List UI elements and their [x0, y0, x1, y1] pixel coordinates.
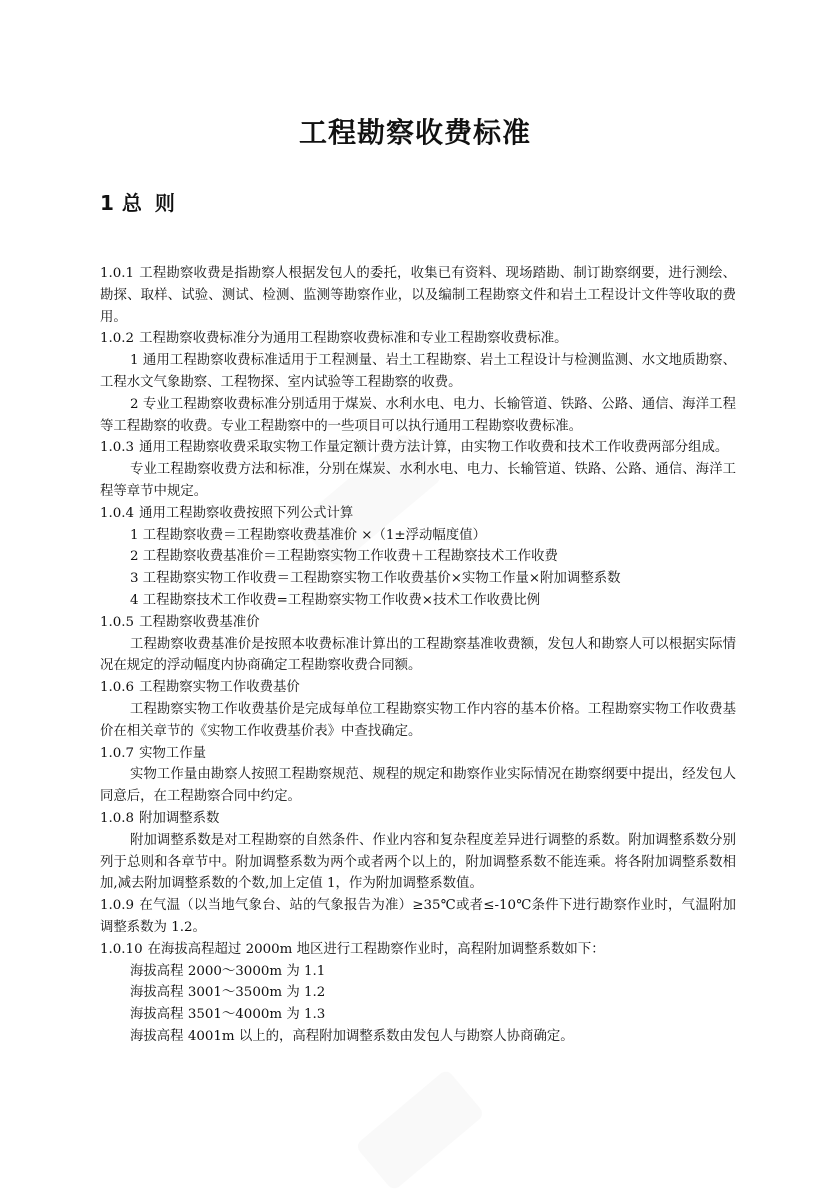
section-number: 1.0.10: [100, 941, 143, 957]
list-item: 海拔高程 3001～3500m 为 1.2: [130, 985, 326, 1001]
section-text: 通用工程勘察收费采取实物工作量定额计费方法计算，由实物工作收费和技术工作收费两部分组成。: [139, 440, 729, 456]
section-number: 1.0.7: [100, 745, 135, 761]
chapter-number: 1: [100, 191, 114, 215]
section-paragraph: [100, 437, 736, 459]
list-item: 3 工程勘察实物工作收费＝工程勘察实物工作收费基价×实物工作量×附加调整系数: [130, 571, 621, 587]
list-item: 海拔高程 2000～3000m 为 1.1: [130, 963, 326, 979]
body-paragraph: 附加调整系数是对工程勘察的自然条件、作业内容和复杂程度差异进行调整的系数。附加调整系数分别列于总则和各章节中。附加调整系数为两个或者两个以上的，附加调整系数不能连乘。将各附加调整系数相加,减去附加调整系数的个数,加上定值 1，作为附加调整系数值。: [100, 832, 736, 892]
chapter-name: 总 则: [121, 191, 175, 215]
section-paragraph: [100, 503, 736, 525]
list-item: 2 工程勘察收费基准价＝工程勘察实物工作收费＋工程勘察技术工作收费: [130, 549, 558, 565]
section-text: 在海拔高程超过 2000m 地区进行工程勘察作业时，高程附加调整系数如下：: [147, 941, 605, 957]
section-number: 1.0.5: [100, 614, 135, 630]
section-paragraph: [100, 808, 736, 830]
section-text: 工程勘察收费是指勘察人根据发包人的委托，收集已有资料、现场踏勘、制订勘察纲要，进行测绘、勘探、取样、试验、测试、检测、监测等勘察作业，以及编制工程勘察文件和岩土工程设计文件等收取的费用。: [100, 266, 736, 325]
section-number: 1.0.4: [100, 505, 135, 521]
section-number: 1.0.8: [100, 810, 135, 826]
section-number: 1.0.6: [100, 680, 135, 696]
list-item: 海拔高程 3501～4000m 为 1.3: [130, 1007, 326, 1023]
body-paragraph: 实物工作量由勘察人按照工程勘察规范、规程的规定和勘察作业实际情况在勘察纲要中提出，经发包人同意后，在工程勘察合同中约定。: [100, 767, 736, 805]
body-paragraph: 工程勘察收费基准价是按照本收费标准计算出的工程勘察基准收费额，发包人和勘察人可以根据实际情况在规定的浮动幅度内协商确定工程勘察收费合同额。: [100, 636, 736, 674]
document-body: [100, 263, 736, 1048]
section-paragraph: [100, 677, 736, 699]
section-number: 1.0.9: [100, 898, 135, 914]
section-paragraph: [100, 612, 736, 634]
section-text: 附加调整系数: [139, 810, 220, 826]
section-number: 1.0.1: [100, 266, 135, 281]
body-paragraph: 1 通用工程勘察收费标准适用于工程测量、岩土工程勘察、岩土工程设计与检测监测、水文地质勘察、工程水文气象勘察、工程物探、室内试验等工程勘察的收费。: [100, 353, 736, 390]
watermark-logo: [355, 1068, 485, 1191]
list-item: 1 工程勘察收费＝工程勘察收费基准价 ×（1±浮动幅度值）: [130, 527, 486, 543]
document-title: 工程勘察收费标准: [298, 116, 531, 149]
section-paragraph: [100, 743, 736, 765]
section-text: 在气温（以当地气象台、站的气象报告为准）≥35℃或者≤-10℃条件下进行勘察作业时，气温附加调整系数为 1.2。: [100, 898, 736, 935]
body-paragraph: 2 专业工程勘察收费标准分别适用于煤炭、水利水电、电力、长输管道、铁路、公路、通信、海洋工程等工程勘察的收费。专业工程勘察中的一些项目可以执行通用工程勘察收费标准。: [100, 396, 736, 434]
section-text: 工程勘察收费标准分为通用工程勘察收费标准和专业工程勘察收费标准。: [139, 331, 568, 347]
section-paragraph: [100, 328, 736, 350]
section-paragraph: [100, 895, 736, 939]
section-text: 工程勘察收费基准价: [139, 614, 260, 630]
section-text: 实物工作量: [139, 745, 207, 761]
list-item: 4 工程勘察技术工作收费=工程勘察实物工作收费×技术工作收费比例: [130, 592, 541, 608]
section-number: 1.0.2: [100, 331, 135, 347]
section-paragraph: [100, 263, 736, 328]
section-paragraph: [100, 939, 736, 961]
body-paragraph: 工程勘察实物工作收费基价是完成每单位工程勘察实物工作内容的基本价格。工程勘察实物工作收费基价在相关章节的《实物工作收费基价表》中查找确定。: [100, 701, 736, 739]
list-item: 海拔高程 4001m 以上的，高程附加调整系数由发包人与勘察人协商确定。: [130, 1028, 574, 1044]
section-text: 通用工程勘察收费按照下列公式计算: [139, 505, 354, 521]
section-text: 工程勘察实物工作收费基价: [139, 680, 300, 696]
section-number: 1.0.3: [100, 440, 135, 456]
chapter-heading: [100, 187, 175, 216]
body-paragraph: 专业工程勘察收费方法和标准，分别在煤炭、水利水电、电力、长输管道、铁路、公路、通信、海洋工程等章节中规定。: [100, 462, 736, 499]
